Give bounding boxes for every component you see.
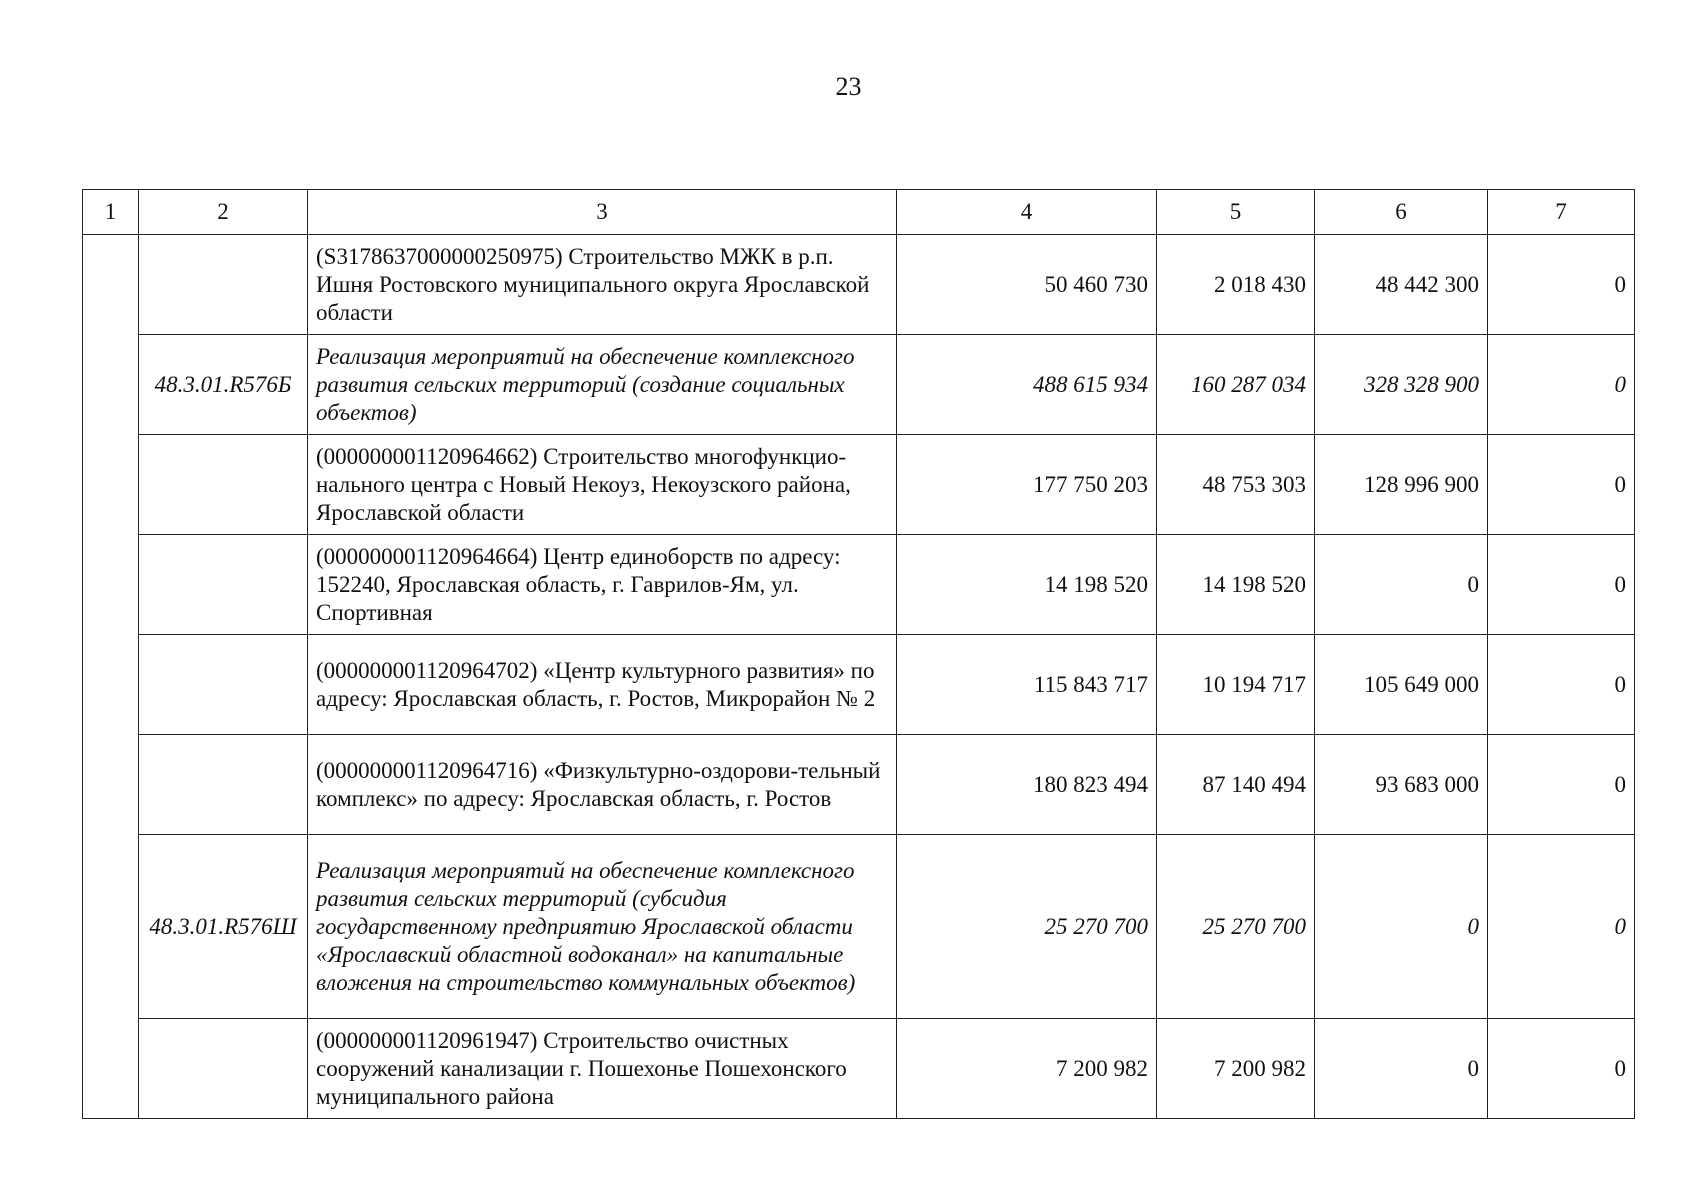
row-value-5: 25 270 700 xyxy=(1157,835,1315,1019)
row-code xyxy=(139,535,308,635)
page-number: 23 xyxy=(835,72,862,101)
row-code: 48.3.01.R576Б xyxy=(139,335,308,435)
column-1-merged-cell xyxy=(83,235,139,1119)
column-header-3: 3 xyxy=(308,190,897,235)
row-value-7: 0 xyxy=(1488,835,1635,1019)
row-value-7: 0 xyxy=(1488,735,1635,835)
row-code xyxy=(139,235,308,335)
row-value-6: 0 xyxy=(1315,835,1488,1019)
row-code xyxy=(139,435,308,535)
row-description: (S3178637000000250975) Строительство МЖК в р.п. Ишня Ростовского муниципального округа Ярославской области xyxy=(308,235,897,335)
row-code: 48.3.01.R576Ш xyxy=(139,835,308,1019)
column-header-2: 2 xyxy=(139,190,308,235)
row-value-6: 328 328 900 xyxy=(1315,335,1488,435)
row-description: Реализация мероприятий на обеспечение комплексного развития сельских территорий (создание социальных объектов) xyxy=(308,335,897,435)
row-value-4: 50 460 730 xyxy=(897,235,1157,335)
table-row xyxy=(83,835,1635,1019)
row-value-7: 0 xyxy=(1488,535,1635,635)
budget-table xyxy=(82,189,1635,1119)
column-header-4: 4 xyxy=(897,190,1157,235)
row-value-4: 488 615 934 xyxy=(897,335,1157,435)
table-row xyxy=(83,735,1635,835)
row-value-7: 0 xyxy=(1488,235,1635,335)
row-value-7: 0 xyxy=(1488,335,1635,435)
row-value-5: 14 198 520 xyxy=(1157,535,1315,635)
table-row xyxy=(83,435,1635,535)
table-row xyxy=(83,335,1635,435)
column-header-7: 7 xyxy=(1488,190,1635,235)
row-description: (000000001120964702) «Центр культурного развития» по адресу: Ярославская область, г. Ростов, Микрорайон № 2 xyxy=(308,635,897,735)
row-description: (000000001120961947) Строительство очистных сооружений канализации г. Пошехонье Пошехонского муниципального района xyxy=(308,1019,897,1119)
row-value-5: 10 194 717 xyxy=(1157,635,1315,735)
row-value-4: 25 270 700 xyxy=(897,835,1157,1019)
row-value-7: 0 xyxy=(1488,1019,1635,1119)
row-value-4: 7 200 982 xyxy=(897,1019,1157,1119)
row-value-7: 0 xyxy=(1488,435,1635,535)
row-value-7: 0 xyxy=(1488,635,1635,735)
row-description: (000000001120964664) Центр единоборств по адресу: 152240, Ярославская область, г. Гаврилов-Ям, ул. Спортивная xyxy=(308,535,897,635)
row-value-6: 128 996 900 xyxy=(1315,435,1488,535)
row-value-5: 160 287 034 xyxy=(1157,335,1315,435)
row-value-4: 177 750 203 xyxy=(897,435,1157,535)
row-description: Реализация мероприятий на обеспечение комплексного развития сельских территорий (субсидия государственному предприятию Ярославской области «Ярославский областной водоканал» на капитальные вложения на строительство коммунальных объектов) xyxy=(308,835,897,1019)
row-value-6: 0 xyxy=(1315,1019,1488,1119)
row-description: (000000001120964662) Строительство многофункцио-нального центра с Новый Некоуз, Некоузского района, Ярославской области xyxy=(308,435,897,535)
column-header-5: 5 xyxy=(1157,190,1315,235)
row-description: (000000001120964716) «Физкультурно-оздорови-тельный комплекс» по адресу: Ярославская область, г. Ростов xyxy=(308,735,897,835)
column-header-1: 1 xyxy=(83,190,139,235)
row-value-5: 48 753 303 xyxy=(1157,435,1315,535)
row-value-4: 14 198 520 xyxy=(897,535,1157,635)
row-value-6: 105 649 000 xyxy=(1315,635,1488,735)
row-value-6: 0 xyxy=(1315,535,1488,635)
row-code xyxy=(139,735,308,835)
table-row xyxy=(83,635,1635,735)
column-header-6: 6 xyxy=(1315,190,1488,235)
row-code xyxy=(139,1019,308,1119)
row-value-4: 115 843 717 xyxy=(897,635,1157,735)
row-value-5: 2 018 430 xyxy=(1157,235,1315,335)
row-code xyxy=(139,635,308,735)
row-value-6: 93 683 000 xyxy=(1315,735,1488,835)
row-value-5: 87 140 494 xyxy=(1157,735,1315,835)
table-row xyxy=(83,1019,1635,1119)
header-row xyxy=(83,190,1635,235)
row-value-6: 48 442 300 xyxy=(1315,235,1488,335)
table-row xyxy=(83,535,1635,635)
row-value-5: 7 200 982 xyxy=(1157,1019,1315,1119)
row-value-4: 180 823 494 xyxy=(897,735,1157,835)
table-row xyxy=(83,235,1635,335)
